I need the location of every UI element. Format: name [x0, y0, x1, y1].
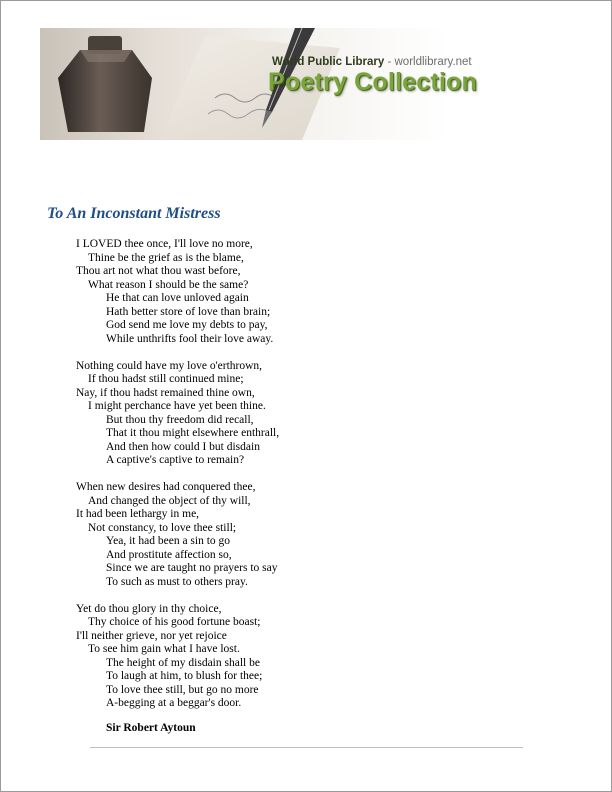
poem-line: Not constancy, to love thee still;	[88, 521, 237, 534]
poem-line: To see him gain what I have lost.	[88, 643, 240, 655]
inkwell-highlight	[80, 50, 132, 62]
poem-line: Thine be the grief as is the blame,	[88, 251, 244, 264]
library-name: World Public Library	[272, 56, 385, 68]
stanza	[76, 603, 536, 711]
poem-line: Nay, if thou hadst remained thine own,	[76, 386, 255, 399]
poem-line: A-begging at a beggar's door.	[106, 697, 242, 709]
library-title	[272, 56, 472, 68]
poem-title: To An Inconstant Mistress	[47, 205, 221, 222]
title-separator: -	[387, 56, 392, 68]
inkwell-icon	[58, 50, 152, 132]
poem-line: It had been lethargy in me,	[76, 508, 200, 520]
poem-line: When new desires had conquered thee,	[76, 481, 256, 493]
poem-line: What reason I should be the same?	[88, 278, 249, 291]
poem-line: If thou hadst still continued mine;	[88, 373, 244, 385]
collection-title: Poetry Collection	[268, 68, 477, 96]
poem-line: The height of my disdain shall be	[106, 656, 260, 669]
stanza	[76, 360, 536, 468]
poem-line: Thou art not what thou wast before,	[76, 265, 241, 277]
poem-line: I LOVED thee once, I'll love no more,	[76, 238, 253, 250]
poem-line: Yet do thou glory in thy choice,	[76, 602, 222, 615]
stanza	[76, 238, 536, 346]
poem-line: A captive's captive to remain?	[106, 454, 245, 466]
poem-line: God send me love my debts to pay,	[106, 319, 268, 331]
poem-line: To laugh at him, to blush for thee;	[106, 670, 263, 682]
poem-line: And then how could I but disdain	[106, 440, 260, 453]
poem-line: I might perchance have yet been thine.	[88, 400, 266, 412]
poem-line: To love thee still, but go no more	[106, 683, 259, 696]
footer-divider	[90, 747, 523, 748]
poem-line: And prostitute affection so,	[106, 548, 232, 561]
poem-line: Hath better store of love than brain;	[106, 305, 271, 318]
poem-line: Thy choice of his good fortune boast;	[88, 616, 261, 628]
poem-line: Nothing could have my love o'erthrown,	[76, 359, 263, 372]
poem-line: I'll neither grieve, nor yet rejoice	[76, 629, 227, 642]
poem-line: While unthrifts fool their love away.	[106, 332, 274, 345]
poem-line: But thou thy freedom did recall,	[106, 413, 254, 426]
stanza	[76, 481, 536, 589]
poem-line: Yea, it had been a sin to go	[106, 535, 231, 547]
poem-line: He that can love unloved again	[106, 292, 249, 304]
library-domain: worldlibrary.net	[394, 56, 472, 68]
poem-line: To such as must to others pray.	[106, 575, 248, 588]
poem-line: That it thou might elsewhere enthrall,	[106, 427, 280, 439]
poem-body	[76, 238, 536, 724]
poem-line: And changed the object of thy will,	[88, 494, 251, 507]
header-banner	[40, 28, 562, 140]
poem-line: Since we are taught no prayers to say	[106, 562, 278, 574]
poem-author: Sir Robert Aytoun	[106, 722, 196, 734]
